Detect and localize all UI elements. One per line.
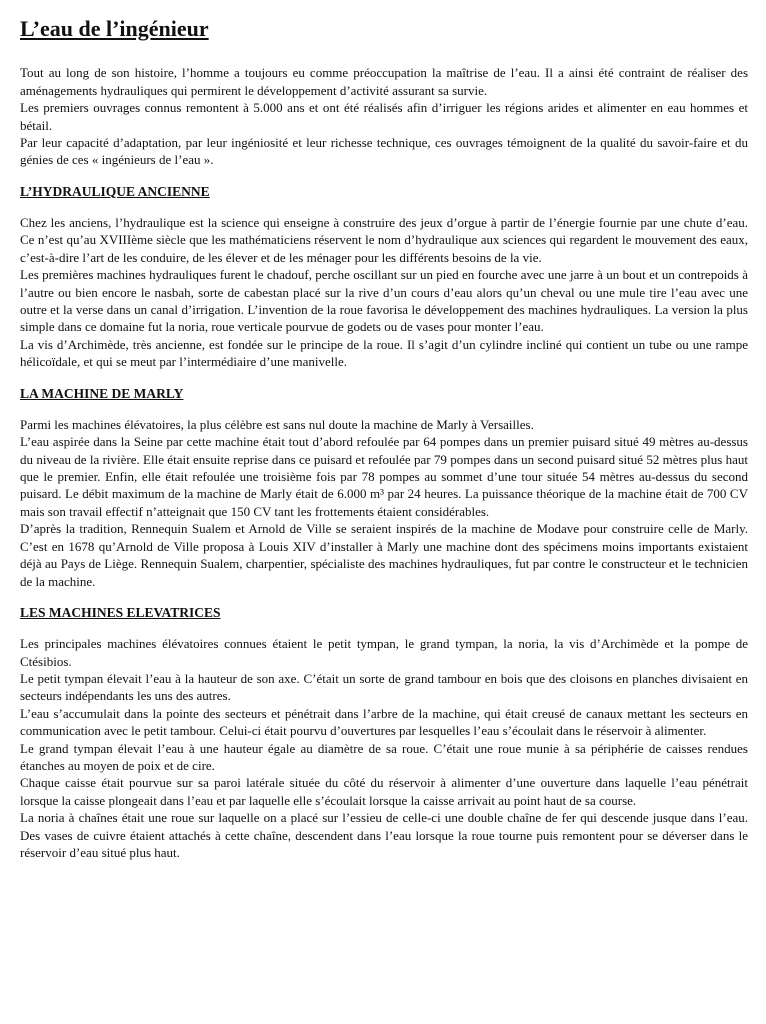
section-paragraph: La noria à chaînes était une roue sur laquelle on a placé sur l’essieu de celle-ci une double chaîne de fer qui descende jusque dans l’eau. Des vases de cuivre étaient attachés à cette chaîne, descendent dans l’eau lorsque la roue tourne puis remontent pour se déverser dans le réservoir d’eau situé plus haut. [20,810,748,860]
section-paragraph: Chez les anciens, l’hydraulique est la science qui enseigne à construire des jeux d’orgue à partir de l’énergie fournie par une chute d’eau. Ce n’est qu’au XVIIIème siècle que les mathématiciens réservent le nom d’hydraulique aux sciences qui regardent le mouvement des eaux, c’est-à-dire l’art de les conduire, de les élever et de les ménager pour les différents besoins de la vie. [20,215,748,265]
section-paragraph: Le grand tympan élevait l’eau à une hauteur égale au diamètre de sa roue. C’était une roue munie à sa périphérie de caisses rendues étanches au moyen de poix et de cire. [20,740,748,773]
section-paragraph: La vis d’Archimède, très ancienne, est fondée sur le principe de la roue. Il s’agit d’un cylindre incliné qui contient un tube ou une rampe hélicoïdale, et qui se meut par l’intermédiaire d’une manivelle. [20,336,748,370]
section-paragraph: Les premières machines hydrauliques furent le chadouf, perche oscillant sur un pied en fourche avec une jarre à un bout et un contrepoids à l’autre ou bien encore le nasbah, sorte de cabestan placé sur la rive d’un cours d’eau alors qu’un cheval ou une mule tire l’eau avec une outre et la verse dans un canal d’irrigation. L’invention de la roue favorisa le développement des machines hydrauliques. La version la plus simple dans ce domaine fut la noria, roue verticale pourvue de godets ou de vases pour monter l’eau. [20,267,748,335]
section-paragraph: L’eau s’accumulait dans la pointe des secteurs et pénétrait dans l’arbre de la machine, qui était creusé de canaux mettant les secteurs en communication avec le petit tambour. Celui-ci était pourvu d’ouvertures par lesquelles l’eau s’écoulait dans le réservoir à alimenter. [20,705,748,739]
intro-block [20,64,748,168]
section-heading: LA MACHINE DE MARLY [20,385,184,401]
section-heading: LES MACHINES ELEVATRICES [20,604,221,620]
section-paragraph: Chaque caisse était pourvue sur sa paroi latérale située du côté du réservoir à alimenter d’une ouverture dans laquelle l’eau pénétrait lorsque la caisse plongeait dans l’eau et par laquelle elle s’écoulait lorsque la caisse arrivait au point haut de sa course. [20,775,748,808]
section-hydraulique-ancienne [20,184,748,371]
section-machine-de-marly [20,386,748,590]
section-heading: L’HYDRAULIQUE ANCIENNE [20,183,210,199]
section-paragraph: Le petit tympan élevait l’eau à la hauteur de son axe. C’était un sorte de grand tambour en bois que des cloisons en planches divisaient en secteurs indépendants les uns des autres. [20,670,748,704]
intro-paragraph: Tout au long de son histoire, l’homme a toujours eu comme préoccupation la maîtrise de l’eau. Il a ainsi été contraint de réaliser des aménagements hydrauliques qui permirent le développement d’activité assurant sa survie. [20,65,748,98]
intro-paragraph: Par leur capacité d’adaptation, par leur ingéniosité et leur richesse technique, ces ouvrages témoignent de la qualité du savoir-faire et du génies de ces « ingénieurs de l’eau ». [20,135,748,168]
section-paragraph: D’après la tradition, Rennequin Sualem et Arnold de Ville se seraient inspirés de la machine de Modave pour construire celle de Marly. C’est en 1678 qu’Arnold de Ville proposa à Louis XIV d’installer à Marly une machine dont des spécimens moins importants existaient déjà au Pays de Liège. Rennequin Sualem, charpentier, spécialiste des machines hydrauliques, fut par contre le constructeur et le technicien de la machine. [20,521,748,589]
document-page [20,16,748,861]
section-paragraph: Parmi les machines élévatoires, la plus célèbre est sans nul doute la machine de Marly à Versailles. [20,416,534,432]
intro-paragraph: Les premiers ouvrages connus remontent à 5.000 ans et ont été réalisés afin d’irriguer les régions arides et alimenter en eau hommes et bétail. [20,100,748,133]
section-machines-elevatrices [20,605,748,861]
section-paragraph: L’eau aspirée dans la Seine par cette machine était tout d’abord refoulée par 64 pompes dans un premier puisard situé 49 mètres au-dessus du niveau de la rivière. Elle était ensuite reprise dans ce puisard et refoulée par 79 pompes dans un second puisard situé 52 mètres plus haut que le premier. Enfin, elle était refoulée une troisième fois par 78 pompes au sommet d’une tour située 54 mètres au-dessus du second puisard. Le débit maximum de la machine de Marly était de 6.000 m³ par 24 heures. La puissance théorique de la machine était de 700 CV mais son travail effectif n’atteignait que 150 CV tant les frottements étaient considérables. [20,434,748,519]
section-paragraph: Les principales machines élévatoires connues étaient le petit tympan, le grand tympan, la noria, la vis d’Archimède et la pompe de Ctésibios. [20,636,748,669]
page-title: L’eau de l’ingénieur [20,16,209,41]
